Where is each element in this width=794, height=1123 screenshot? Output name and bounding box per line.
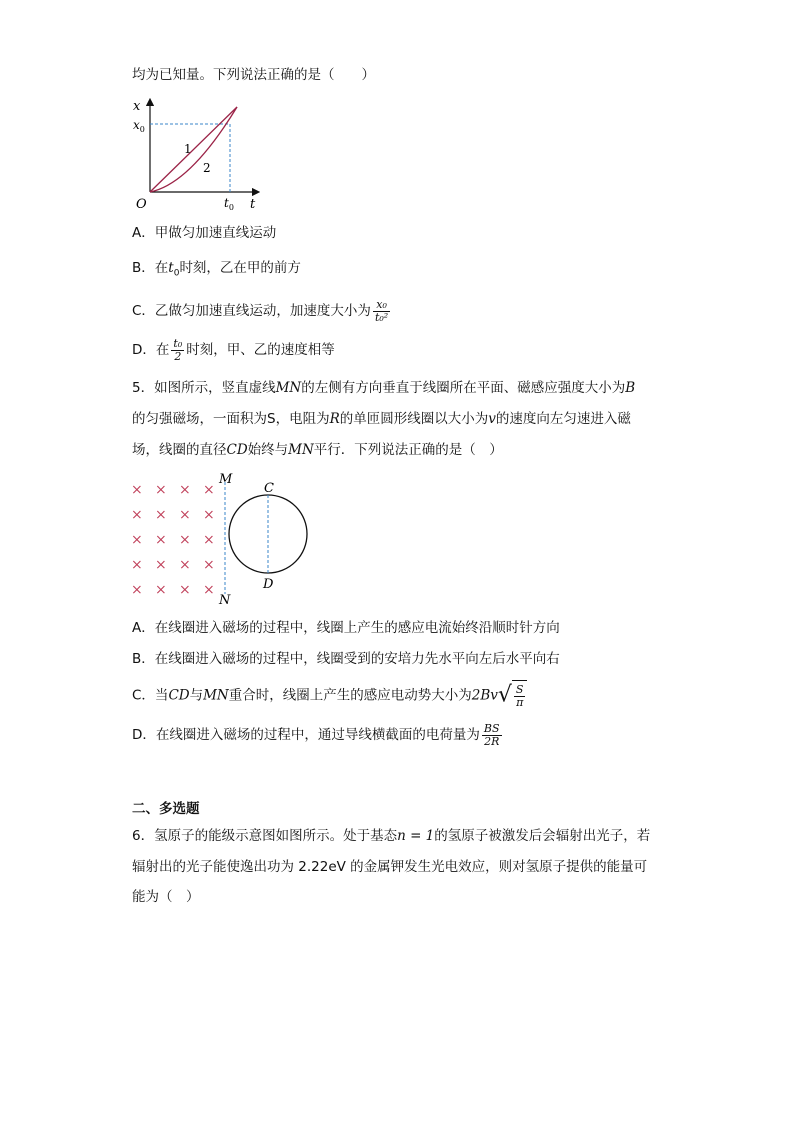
q4-option-b: B．在$t_0$时刻，乙在甲的前方 <box>132 260 301 279</box>
field-mark: × <box>179 557 191 573</box>
curve-2-label: 2 <box>203 161 211 175</box>
q6-stem-line-1: 6．氢原子的能级示意图如图所示。处于基态n = 1的氢原子被激发后会辐射出光子，若 <box>132 828 651 844</box>
q5-stem-line-2: 的匀强磁场，一面积为S，电阻为R的单匝圆形线圈以大小为v的速度向左匀速进入磁 <box>132 411 631 427</box>
q4-option-a: A．甲做匀加速直线运动 <box>132 225 277 241</box>
q4-option-c: C．乙做匀加速直线运动，加速度大小为 $\frac{\text{x₀}}{\text{t₀²}}$ <box>132 297 389 324</box>
axis-label-t: t <box>250 197 256 212</box>
field-mark: × <box>131 532 143 548</box>
q6-stem-line-3: 能为（ ） <box>132 889 200 905</box>
charge-fraction: $\frac{BS}{2R}$ <box>483 721 500 748</box>
field-mark: × <box>131 482 143 498</box>
section-title: 二、多选题 <box>132 801 200 817</box>
field-mark: × <box>203 532 215 548</box>
q5-option-c: C．当CD与MN重合时，线圈上产生的感应电动势大小为2Bv√ $\frac{S}{\pi}$ <box>132 680 527 711</box>
field-mark: × <box>155 482 167 498</box>
field-mark: × <box>203 482 215 498</box>
field-mark: × <box>203 507 215 523</box>
field-mark: × <box>131 557 143 573</box>
field-mark: × <box>179 532 191 548</box>
q5-option-a: A．在线圈进入磁场的过程中，线圈上产生的感应电流始终沿顺时针方向 <box>132 620 560 636</box>
curve-1 <box>150 107 237 192</box>
field-mark: × <box>155 582 167 598</box>
field-mark: × <box>179 507 191 523</box>
q5-option-b: B．在线圈进入磁场的过程中，线圈受到的安培力先水平向左后水平向右 <box>132 651 560 667</box>
axis-label-x: x <box>133 99 141 114</box>
q6-stem-line-2: 辐射出的光子能使逸出功为 2.22eV 的金属钾发生光电效应，则对氢原子提供的能量可 <box>132 859 648 875</box>
field-mark: × <box>203 557 215 573</box>
sqrt-expression: √ $\frac{S}{\pi}$ <box>498 680 528 711</box>
field-mark: × <box>155 557 167 573</box>
label-N: N <box>219 593 231 608</box>
field-mark: × <box>155 532 167 548</box>
field-mark: × <box>155 507 167 523</box>
q5-stem-line-1: 5．如图所示，竖直虚线MN的左侧有方向垂直于线圈所在平面、磁感应强度大小为B <box>132 380 636 396</box>
q4-stem-tail: 均为已知量。下列说法正确的是（ ） <box>132 67 375 83</box>
field-mark: × <box>131 582 143 598</box>
q4-option-d: D．在 $\frac{\text{t₀}}{2}$ 时刻，甲、乙的速度相等 <box>132 336 335 363</box>
origin-label: O <box>136 197 147 212</box>
q5-option-d: D．在线圈进入磁场的过程中，通过导线横截面的电荷量为 $\frac{BS}{2R}$ <box>132 721 500 748</box>
field-mark: × <box>179 482 191 498</box>
tick-t0: $t_0$ <box>224 196 234 212</box>
label-C: C <box>264 481 274 496</box>
label-M: M <box>219 472 233 487</box>
field-figure <box>128 470 328 610</box>
q5-stem-line-3: 场，线圈的直径CD始终与MN平行．下列说法正确的是（ ） <box>132 442 503 458</box>
time-fraction: $\frac{\text{t₀}}{2}$ <box>173 336 183 363</box>
curve-1-label: 1 <box>184 142 192 156</box>
xt-graph <box>130 94 270 212</box>
field-mark: × <box>203 582 215 598</box>
field-mark: × <box>179 582 191 598</box>
accel-fraction: $\frac{\text{x₀}}{\text{t₀²}}$ <box>374 297 389 324</box>
tick-x0: $x_0$ <box>133 118 145 134</box>
field-mark: × <box>131 507 143 523</box>
label-D: D <box>263 577 274 592</box>
field-marks <box>131 482 215 598</box>
